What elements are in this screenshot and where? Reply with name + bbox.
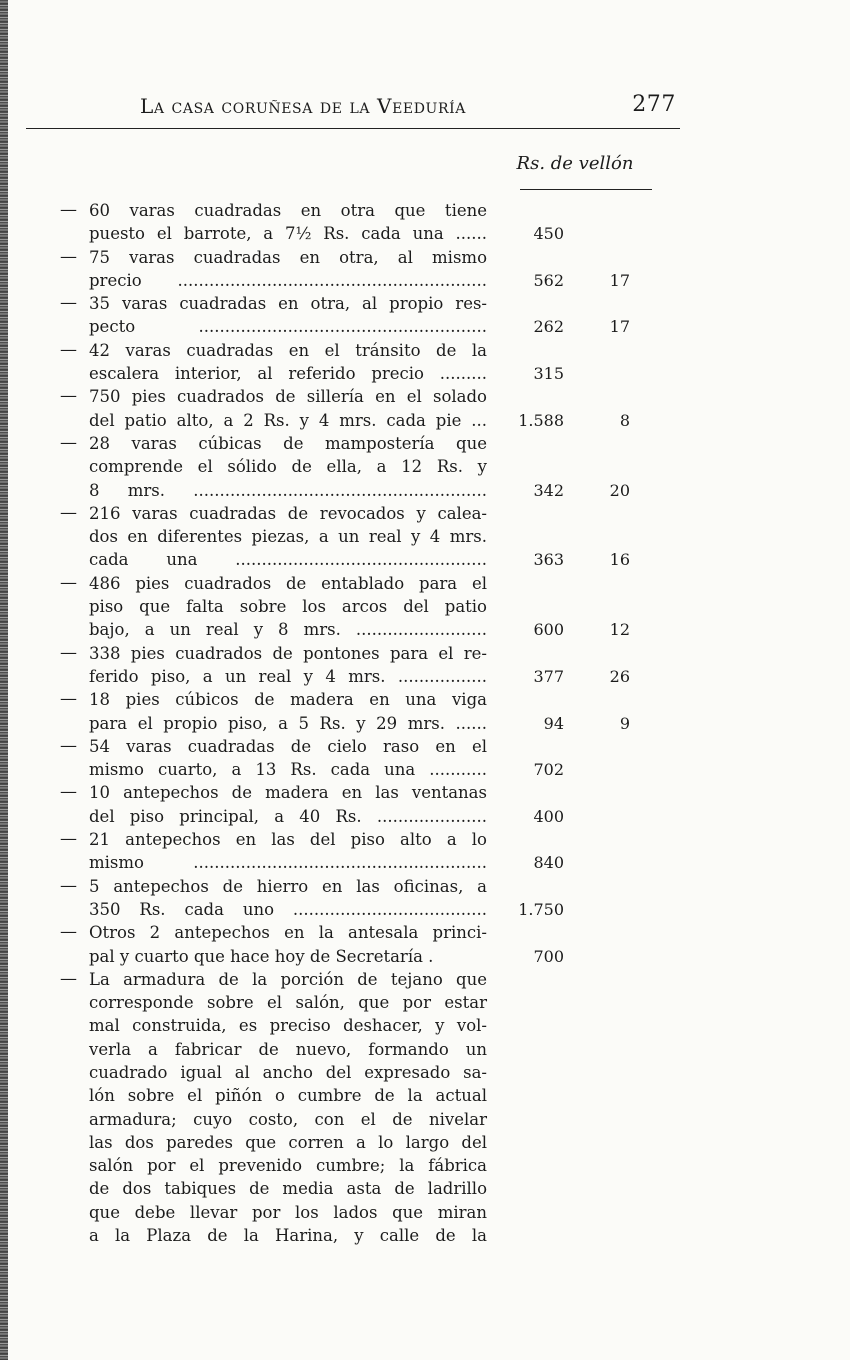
amount-reales: 262 xyxy=(533,317,564,337)
entry-line xyxy=(0,1224,850,1247)
ledger-entry xyxy=(0,921,850,968)
entry-line xyxy=(0,362,850,385)
entry-text: 8 mrs. ........................................................ xyxy=(89,480,487,500)
entry-line xyxy=(0,455,850,478)
entry-line xyxy=(0,572,850,595)
amount-reales: 377 xyxy=(533,666,564,686)
entry-line xyxy=(0,805,850,828)
entry-text: piso que falta sobre los arcos del patio xyxy=(89,597,487,617)
entry-line xyxy=(0,875,850,898)
entry-dash: — xyxy=(60,782,77,803)
entry-text: dos en diferentes piezas, a un real y 4 mrs. xyxy=(89,527,487,547)
entry-text: mal construida, es preciso deshacer, y vol- xyxy=(89,1016,487,1036)
entry-line xyxy=(0,945,850,968)
entry-line xyxy=(0,199,850,222)
entry-line xyxy=(0,339,850,362)
entry-line xyxy=(0,851,850,874)
amount-reales: 600 xyxy=(533,620,564,640)
ledger-entry xyxy=(0,246,850,293)
entry-dash: — xyxy=(60,502,77,523)
entry-text: cada una ................................................ xyxy=(89,550,487,570)
entry-text: La armadura de la porción de tejano que xyxy=(89,969,487,989)
amount-maravedis: 17 xyxy=(609,270,630,290)
entry-dash: — xyxy=(60,829,77,850)
entry-text: comprende el sólido de ella, a 12 Rs. y xyxy=(89,457,487,477)
entry-dash: — xyxy=(60,293,77,314)
entry-dash: — xyxy=(60,922,77,943)
entry-line xyxy=(0,548,850,571)
entry-line xyxy=(0,502,850,525)
entry-text: lón sobre el piñón o cumbre de la actual xyxy=(89,1086,487,1106)
entry-dash: — xyxy=(60,339,77,360)
amount-reales: 94 xyxy=(543,713,564,733)
entry-text: 60 varas cuadradas en otra que tiene xyxy=(89,201,487,220)
ledger-entry xyxy=(0,502,850,572)
entry-text: 216 varas cuadradas de revocados y calea- xyxy=(89,503,487,523)
entry-line xyxy=(0,712,850,735)
entry-text: salón por el prevenido cumbre; la fábrica xyxy=(89,1156,487,1176)
entry-text: a la Plaza de la Harina, y calle de la xyxy=(89,1226,487,1246)
entry-line xyxy=(0,828,850,851)
entry-line xyxy=(0,991,850,1014)
entry-text: las dos paredes que corren a lo largo del xyxy=(89,1132,487,1152)
entry-text: 750 pies cuadrados de sillería en el solado xyxy=(89,387,487,407)
entry-text: del patio alto, a 2 Rs. y 4 mrs. cada pie ... xyxy=(89,410,487,430)
amount-reales: 1.588 xyxy=(518,410,564,430)
entry-text: 35 varas cuadradas en otra, al propio res- xyxy=(89,294,487,314)
ledger-entry xyxy=(0,339,850,386)
entry-line xyxy=(0,1177,850,1200)
ledger-entry xyxy=(0,781,850,828)
entry-line xyxy=(0,921,850,944)
entry-line xyxy=(0,525,850,548)
entry-line xyxy=(0,246,850,269)
entry-text: escalera interior, al referido precio ......... xyxy=(89,364,487,384)
entry-dash: — xyxy=(60,572,77,593)
amount-reales: 1.750 xyxy=(518,899,564,919)
ledger-entry xyxy=(0,572,850,642)
amount-reales: 342 xyxy=(533,480,564,500)
entry-line xyxy=(0,1014,850,1037)
amount-maravedis: 12 xyxy=(609,620,630,640)
entry-text: pecto ....................................................... xyxy=(89,317,487,337)
page-header xyxy=(140,94,680,126)
entry-text: Otros 2 antepechos en la antesala princi- xyxy=(89,923,487,943)
entry-line xyxy=(0,1038,850,1061)
ledger-entry xyxy=(0,735,850,782)
entry-text: mismo cuarto, a 13 Rs. cada una ........... xyxy=(89,760,487,780)
amount-maravedis: 9 xyxy=(619,713,630,733)
entry-line xyxy=(0,735,850,758)
entry-text: para el propio piso, a 5 Rs. y 29 mrs. ...... xyxy=(89,713,487,733)
ledger-entry xyxy=(0,292,850,339)
entry-text: armadura; cuyo costo, con el de nivelar xyxy=(89,1109,487,1129)
entry-text: 28 varas cúbicas de mampostería que xyxy=(89,433,487,453)
entry-line xyxy=(0,385,850,408)
entry-line xyxy=(0,479,850,502)
entry-line xyxy=(0,292,850,315)
entry-dash: — xyxy=(60,968,77,989)
entry-dash: — xyxy=(60,386,77,407)
amount-reales: 702 xyxy=(533,760,564,780)
entry-dash: — xyxy=(60,642,77,663)
entry-text: bajo, a un real y 8 mrs. ......................... xyxy=(89,620,487,640)
amount-reales: 840 xyxy=(533,853,564,873)
ledger-entry xyxy=(0,968,850,1248)
running-head: La casa coruñesa de la Veeduría xyxy=(140,94,466,118)
entry-text: mismo ........................................................ xyxy=(89,853,487,873)
entry-dash: — xyxy=(60,246,77,267)
ledger-entry xyxy=(0,688,850,735)
entry-text: 350 Rs. cada uno ..................................... xyxy=(89,899,487,919)
entry-text: 10 antepechos de madera en las ventanas xyxy=(89,783,487,803)
amount-reales: 450 xyxy=(533,224,564,244)
entry-text: 75 varas cuadradas en otra, al mismo xyxy=(89,247,487,267)
entry-line xyxy=(0,1084,850,1107)
entry-dash: — xyxy=(60,200,77,220)
entry-text: del piso principal, a 40 Rs. ..................... xyxy=(89,806,487,826)
amount-maravedis: 8 xyxy=(619,410,630,430)
ledger-entry xyxy=(0,385,850,432)
entry-text: de dos tabiques de media asta de ladrillo xyxy=(89,1179,487,1199)
amount-reales: 700 xyxy=(533,946,564,966)
entry-text: 54 varas cuadradas de cielo raso en el xyxy=(89,736,487,756)
ledger-entry xyxy=(0,642,850,689)
entry-text: corresponde sobre el salón, que por estar xyxy=(89,993,487,1013)
entry-line xyxy=(0,1131,850,1154)
entry-line xyxy=(0,409,850,432)
entry-line xyxy=(0,1201,850,1224)
entry-text: que debe llevar por los lados que miran xyxy=(89,1202,487,1222)
ledger-entry xyxy=(0,875,850,922)
entry-line xyxy=(0,1108,850,1131)
header-rule xyxy=(26,128,680,129)
entry-text: 42 varas cuadradas en el tránsito de la xyxy=(89,340,487,360)
ledger-entries xyxy=(0,199,850,1247)
entry-text: cuadrado igual al ancho del expresado sa- xyxy=(89,1062,487,1082)
entry-line xyxy=(0,898,850,921)
amount-maravedis: 17 xyxy=(609,317,630,337)
entry-line xyxy=(0,618,850,641)
amount-maravedis: 26 xyxy=(609,666,630,686)
page-number: 277 xyxy=(632,92,676,117)
entry-line xyxy=(0,758,850,781)
entry-line xyxy=(0,595,850,618)
entry-text: ferido piso, a un real y 4 mrs. ................. xyxy=(89,666,487,686)
entry-line xyxy=(0,432,850,455)
entry-line xyxy=(0,315,850,338)
entry-line xyxy=(0,968,850,991)
amount-reales: 400 xyxy=(533,806,564,826)
amount-reales: 363 xyxy=(533,550,564,570)
entry-text: puesto el barrote, a 7½ Rs. cada una ...... xyxy=(89,224,487,244)
entry-line xyxy=(0,665,850,688)
entry-text: pal y cuarto que hace hoy de Secretaría . xyxy=(89,946,434,966)
entry-text: verla a fabricar de nuevo, formando un xyxy=(89,1039,487,1059)
entry-dash: — xyxy=(60,432,77,453)
entry-text: precio ........................................................... xyxy=(89,270,487,290)
entry-line xyxy=(0,642,850,665)
amount-reales: 315 xyxy=(533,364,564,384)
entry-line xyxy=(0,222,850,245)
entry-line xyxy=(0,781,850,804)
column-header-currency: Rs. de vellón xyxy=(516,153,634,174)
ledger-entry xyxy=(0,432,850,502)
entry-text: 338 pies cuadrados de pontones para el re- xyxy=(89,643,487,663)
entry-dash: — xyxy=(60,735,77,756)
entry-dash: — xyxy=(60,689,77,710)
column-header-rule xyxy=(520,189,652,190)
entry-text: 5 antepechos de hierro en las oficinas, a xyxy=(89,876,487,896)
ledger-entry xyxy=(0,828,850,875)
entry-line xyxy=(0,269,850,292)
entry-dash: — xyxy=(60,875,77,896)
entry-line xyxy=(0,688,850,711)
amount-maravedis: 20 xyxy=(609,480,630,500)
ledger-entry xyxy=(0,199,850,246)
entry-text: 18 pies cúbicos de madera en una viga xyxy=(89,690,487,710)
entry-line xyxy=(0,1154,850,1177)
entry-text: 21 antepechos en las del piso alto a lo xyxy=(89,830,487,850)
entry-line xyxy=(0,1061,850,1084)
amount-reales: 562 xyxy=(533,270,564,290)
entry-text: 486 pies cuadrados de entablado para el xyxy=(89,573,487,593)
amount-maravedis: 16 xyxy=(609,550,630,570)
